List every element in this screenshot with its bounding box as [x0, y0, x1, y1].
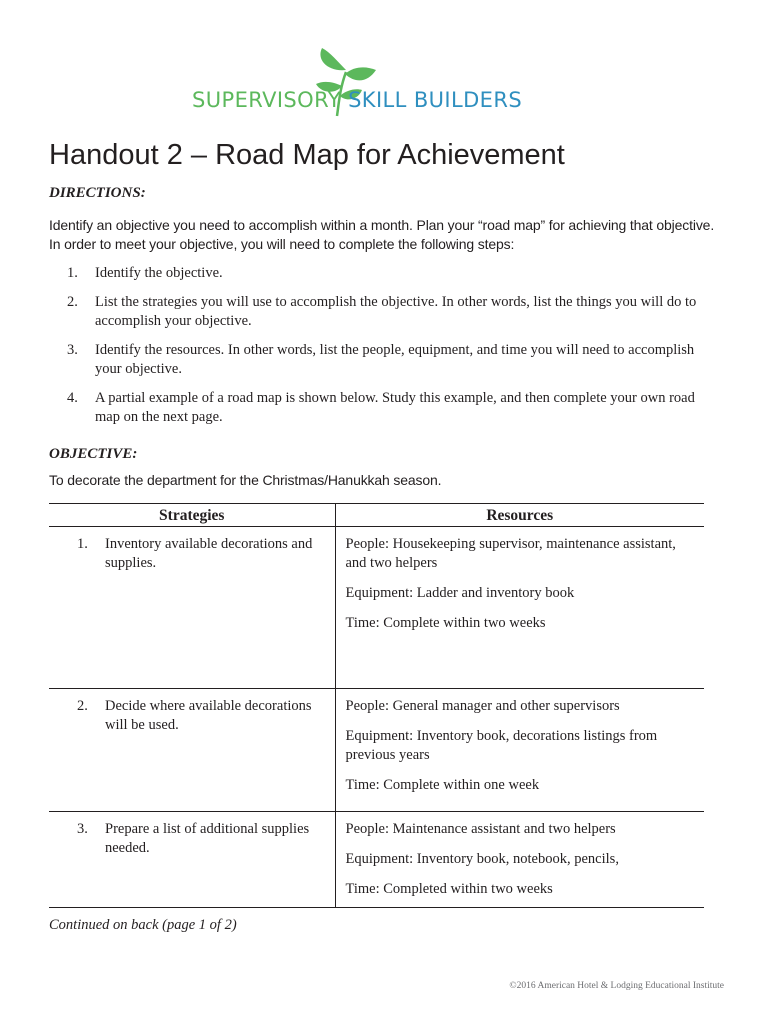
resource-time: Time: Complete within one week: [345, 777, 540, 793]
directions-label: DIRECTIONS:: [49, 185, 146, 201]
list-item: [49, 293, 719, 331]
strategy-text: Prepare a list of additional supplies needed.: [105, 821, 310, 856]
step-text: List the strategies you will use to accomplish the objective. In other words, list the things you will do to accomplish your objective.: [95, 294, 697, 329]
table-row: [49, 527, 704, 689]
resource-equipment: Equipment: Inventory book, notebook, pencils,: [345, 851, 619, 867]
resource-equipment: Equipment: Inventory book, decorations listings from previous years: [345, 728, 658, 763]
supervisory-skill-builders-logo: [190, 44, 550, 122]
step-text: Identify the resources. In other words, list the people, equipment, and time you will need to accomplish your objective.: [95, 342, 695, 377]
continued-note: Continued on back (page 1 of 2): [49, 917, 237, 933]
strategy-cell: [49, 527, 335, 689]
table-row: [49, 689, 704, 812]
resource-time: Time: Complete within two weeks: [345, 615, 546, 631]
strategy-text: Inventory available decorations and supplies.: [105, 536, 313, 571]
resources-cell: [335, 812, 704, 908]
resources-cell: [335, 689, 704, 812]
directions-intro: Identify an objective you need to accomplish within a month. Plan your “road map” for achieving that objective. In order to meet your objective, you will need to complete the following steps:: [49, 217, 715, 252]
table-header-row: [49, 504, 704, 527]
strategy-cell: [49, 812, 335, 908]
page-title: Handout 2 – Road Map for Achievement: [49, 139, 565, 171]
header-strategies: Strategies: [49, 504, 335, 527]
step-number: 3.: [67, 342, 78, 358]
strategy-number: 2.: [77, 698, 88, 714]
objective-text: To decorate the department for the Christmas/Hanukkah season.: [49, 472, 442, 488]
table-row: [49, 812, 704, 908]
step-number: 4.: [67, 390, 78, 406]
logo-word-skill-builders: SKILL BUILDERS: [348, 88, 523, 112]
resource-people: People: Maintenance assistant and two helpers: [345, 821, 616, 837]
list-item: [49, 389, 719, 427]
header-resources: Resources: [335, 504, 704, 527]
list-item: [49, 341, 719, 379]
objective-label: OBJECTIVE:: [49, 446, 138, 462]
steps-list: [49, 264, 719, 437]
resource-people: People: General manager and other supervisors: [345, 698, 620, 714]
strategy-number: 1.: [77, 536, 88, 552]
strategy-text: Decide where available decorations will be used.: [105, 698, 312, 733]
strategy-cell: [49, 689, 335, 812]
step-text: A partial example of a road map is shown below. Study this example, and then complete your own road map on the next page.: [95, 390, 695, 425]
resources-cell: [335, 527, 704, 689]
logo-word-supervisory: SUPERVISORY: [192, 88, 341, 112]
step-number: 2.: [67, 294, 78, 310]
road-map-table: [49, 503, 704, 908]
copyright-notice: ©2016 American Hotel & Lodging Educational Institute: [509, 981, 724, 991]
resource-people: People: Housekeeping supervisor, maintenance assistant, and two helpers: [345, 536, 676, 571]
list-item: [49, 264, 719, 283]
step-number: 1.: [67, 265, 78, 281]
strategy-number: 3.: [77, 821, 88, 837]
resource-equipment: Equipment: Ladder and inventory book: [345, 585, 575, 601]
resource-time: Time: Completed within two weeks: [345, 881, 553, 897]
step-text: Identify the objective.: [95, 265, 223, 281]
